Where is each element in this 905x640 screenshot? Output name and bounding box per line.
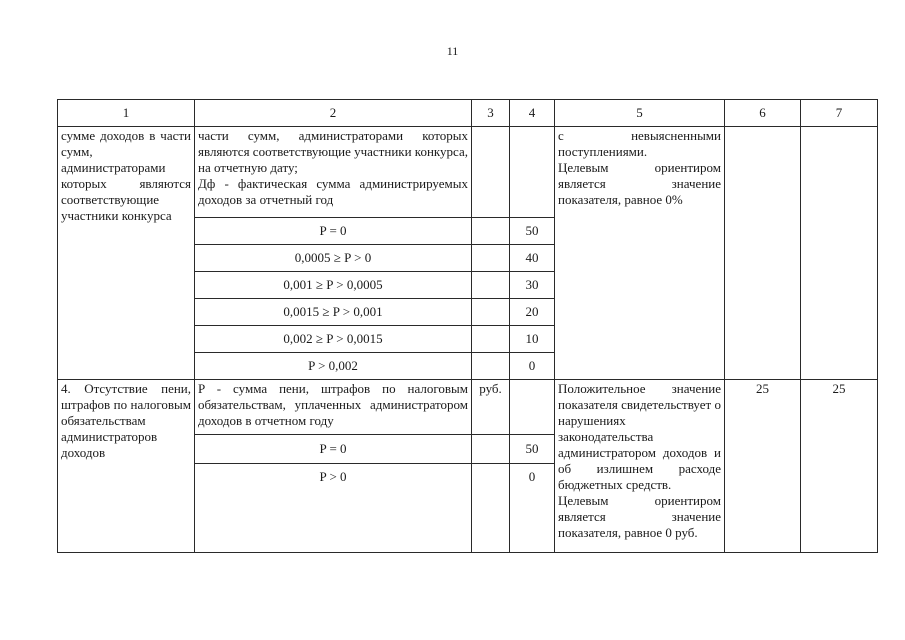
condition-cell: 0,0015 ≥ P > 0,001 [195, 299, 472, 326]
condition-cell: P = 0 [195, 218, 472, 245]
indicator-description-cell: P - сумма пени, штрафов по налоговым обязательствам, уплаченных администратором доходов в отчетном году [195, 380, 472, 435]
table-row [58, 127, 878, 218]
page-number: 11 [446, 44, 459, 58]
column-header-3: 3 [472, 100, 510, 127]
score-cell: 0 [510, 353, 555, 380]
indicator-comment-cell: Положительное значение показателя свидетельствует о нарушениях законодательства администратором доходов и об излишнем расходе бюджетных средств. Целевым ориентиром является значение показателя, равное 0 руб. [555, 380, 725, 553]
column-header-7: 7 [801, 100, 878, 127]
header-row [58, 100, 878, 127]
column-header-4: 4 [510, 100, 555, 127]
condition-cell: 0,002 ≥ P > 0,0015 [195, 326, 472, 353]
indicators-table [57, 99, 878, 553]
condition-cell: P = 0 [195, 435, 472, 464]
score-cell: 0 [510, 464, 555, 553]
column-header-5: 5 [555, 100, 725, 127]
unit-cell [472, 218, 510, 245]
column-header-1: 1 [58, 100, 195, 127]
score-cell [510, 127, 555, 218]
weight-cell: 25 [725, 380, 801, 553]
table-row [58, 380, 878, 435]
score-cell: 50 [510, 435, 555, 464]
weight-cell [725, 127, 801, 380]
score-cell: 20 [510, 299, 555, 326]
max-score-cell [801, 127, 878, 380]
condition-cell: 0,0005 ≥ P > 0 [195, 245, 472, 272]
condition-cell: P > 0 [195, 464, 472, 553]
score-cell [510, 380, 555, 435]
indicator-description-cell: части сумм, администраторами которых являются соответствующие участники конкурса, на отчетную дату; Дф - фактическая сумма администрируемых доходов за отчетный год [195, 127, 472, 218]
unit-cell [472, 464, 510, 553]
max-score-cell: 25 [801, 380, 878, 553]
score-cell: 10 [510, 326, 555, 353]
unit-cell [472, 299, 510, 326]
unit-cell [472, 353, 510, 380]
score-cell: 40 [510, 245, 555, 272]
indicator-name-cell: 4. Отсутствие пени, штрафов по налоговым обязательствам администраторов доходов [58, 380, 195, 553]
column-header-2: 2 [195, 100, 472, 127]
indicator-name-cell: сумме доходов в части сумм, администраторами которых являются соответствующие участники конкурса [58, 127, 195, 380]
unit-cell [472, 326, 510, 353]
unit-cell [472, 435, 510, 464]
unit-cell [472, 127, 510, 218]
unit-cell [472, 245, 510, 272]
condition-cell: 0,001 ≥ P > 0,0005 [195, 272, 472, 299]
score-cell: 30 [510, 272, 555, 299]
unit-cell: руб. [472, 380, 510, 435]
condition-cell: P > 0,002 [195, 353, 472, 380]
score-cell: 50 [510, 218, 555, 245]
indicator-comment-cell: с невыясненными поступлениями. Целевым ориентиром является значение показателя, равное 0% [555, 127, 725, 380]
column-header-6: 6 [725, 100, 801, 127]
unit-cell [472, 272, 510, 299]
